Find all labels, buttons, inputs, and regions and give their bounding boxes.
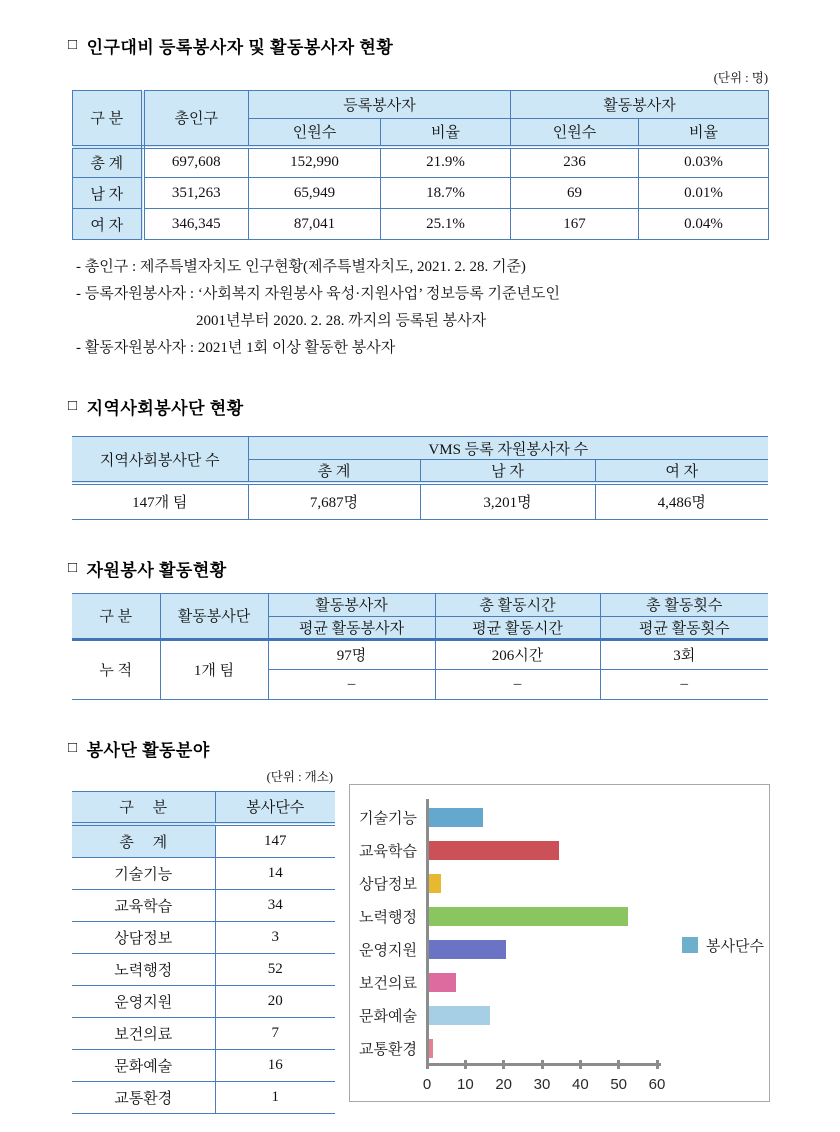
axis-tick [464,1060,467,1069]
cell-category: 보건의료 [72,1017,215,1049]
cell-reg-ratio: 21.9% [381,147,511,178]
activity-field-section [68,767,770,1114]
cell-team-count: 147개 팀 [72,483,248,519]
chart-bar [429,841,559,860]
cell-count: 3 [215,921,335,953]
cell-count: 52 [215,953,335,985]
axis-tick [426,1060,429,1069]
cell-act-ratio: 0.01% [639,178,769,209]
section4-title [68,736,770,761]
cell-category: 운영지원 [72,985,215,1017]
cell-category: 상담정보 [72,921,215,953]
axis-tick-label: 20 [495,1075,512,1093]
table-row [73,147,769,178]
cell-category: 교통환경 [72,1081,215,1113]
chart-bar [429,874,441,893]
cell-act-count: 236 [511,147,639,178]
chart-bar [429,940,506,959]
cell-count: 147 [215,824,335,858]
col-group-vms: VMS 등록 자원봉사자 수 [248,437,768,460]
axis-tick-label: 60 [648,1075,666,1093]
legend-swatch [682,937,698,953]
col-header-population: 총인구 [143,91,249,147]
cell-reg-count: 87,041 [249,209,381,240]
cell-reg-ratio: 18.7% [381,178,511,209]
cell-reg-count: 65,949 [249,178,381,209]
table-row [72,1049,335,1081]
table-row [72,639,768,669]
section4-title-text: 봉사단 활동분야 [86,740,210,760]
cell-row-label: 총 계 [73,147,143,178]
cell-row-label: 남 자 [73,178,143,209]
col-header-avg-hours: 평균 활동시간 [435,616,600,639]
cell-category: 교육학습 [72,889,215,921]
axis-tick [502,1060,505,1069]
cell-reg-ratio: 25.1% [381,209,511,240]
volunteer-activity-table [72,593,768,700]
section2-title [68,394,770,419]
col-header-total: 총 계 [248,460,420,484]
section3-title-text: 자원봉사 활동현황 [86,560,227,580]
chart-category-label: 상담정보 [359,875,417,893]
axis-tick-label: 50 [610,1075,627,1093]
square-bullet-icon: □ [68,739,78,756]
col-header-female: 여 자 [595,460,768,484]
chart-row [350,966,767,999]
table-row [72,824,335,858]
cell-population: 346,345 [143,209,249,240]
activity-field-left [68,767,335,1114]
chart-category-label: 노력행정 [359,908,417,926]
col-group-registered: 등록봉사자 [249,91,511,119]
axis-tick-label: 30 [533,1075,551,1093]
col-group-times: 총 활동횟수 [600,593,768,616]
cell-category: 노력행정 [72,953,215,985]
cell-category: 누 적 [72,639,160,699]
chart-row [350,834,767,867]
chart-legend [682,935,764,956]
axis-tick-label: 40 [571,1075,589,1093]
section2-title-text: 지역사회봉사단 현황 [86,399,244,418]
square-bullet-icon: □ [68,559,78,576]
cell-count: 14 [215,857,335,889]
axis-tick-label: 10 [456,1075,474,1093]
col-header-act-ratio: 비율 [639,119,769,147]
legend-label: 봉사단수 [706,937,764,955]
cell-row-label: 여 자 [73,209,143,240]
footnote-line: - 등록자원봉사자 : ‘사회복지 자원봉사 육성·지원사업’ 정보등록 기준년도인 [76,286,560,302]
table-row [73,178,769,209]
cell-total: 7,687명 [248,483,420,519]
cell-act-count: 167 [511,209,639,240]
table-row [72,1017,335,1049]
unit-note-persons: (단위 : 명) [713,71,768,85]
chart-row [350,801,767,834]
cell-category: 문화예술 [72,1049,215,1081]
cell-count: 7 [215,1017,335,1049]
chart-bar [429,1039,433,1058]
square-bullet-icon: □ [68,37,78,53]
table-row [72,483,768,519]
cell-count: 16 [215,1049,335,1081]
bar-chart [349,784,770,1102]
chart-category-label: 보건의료 [359,974,417,992]
cell-act-ratio: 0.04% [639,209,769,240]
axis-tick [656,1060,659,1069]
chart-row [350,867,767,900]
table-row [72,889,335,921]
activity-field-table [72,791,335,1114]
footnote-line: 2001년부터 2020. 2. 28. 까지의 등록된 봉사자 [196,313,487,329]
footnote-line: - 총인구 : 제주특별자치도 인구현황(제주특별자치도, 2021. 2. 28. 기준) [76,259,526,275]
cell-total-hours: 206시간 [435,639,600,669]
square-bullet-icon: □ [68,398,78,414]
chart-row [350,900,767,933]
chart-row [350,999,767,1032]
cell-count: 34 [215,889,335,921]
chart-row [350,1032,767,1065]
cell-total-times: 3회 [600,639,768,669]
table-row [72,857,335,889]
cell-team: 1개 팀 [160,639,268,699]
cell-reg-count: 152,990 [249,147,381,178]
cell-population: 351,263 [143,178,249,209]
chart-bar [429,1006,490,1025]
col-header-category: 구 분 [72,593,160,639]
cell-count: 1 [215,1081,335,1113]
col-group-volunteers: 활동봉사자 [268,593,435,616]
table-row [72,953,335,985]
cell-act-count: 69 [511,178,639,209]
cell-act-ratio: 0.03% [639,147,769,178]
community-team-table [72,436,768,520]
cell-category: 총 계 [72,824,215,858]
col-header-category: 구 분 [73,91,143,147]
cell-avg-hours: – [435,669,600,699]
axis-tick-label: 0 [422,1075,432,1093]
col-group-hours: 총 활동시간 [435,593,600,616]
population-volunteer-table [72,90,769,240]
chart-category-label: 운영지원 [359,941,417,959]
axis-tick [541,1060,544,1069]
col-header-category: 구 분 [72,791,215,824]
col-header-team-count: 지역사회봉사단 수 [72,437,248,484]
table-row [72,985,335,1017]
footnote-line: - 활동자원봉사자 : 2021년 1회 이상 활동한 봉사자 [76,340,396,356]
cell-population: 697,608 [143,147,249,178]
chart-bar [429,973,456,992]
activity-field-table-body [72,824,335,1114]
section3-title [68,556,770,581]
col-group-active: 활동봉사자 [511,91,769,119]
col-header-count: 봉사단수 [215,791,335,824]
col-header-team: 활동봉사단 [160,593,268,639]
axis-tick [579,1060,582,1069]
cell-male: 3,201명 [420,483,595,519]
chart-category-label: 기술기능 [359,809,417,827]
col-header-reg-count: 인원수 [249,119,381,147]
col-header-reg-ratio: 비율 [381,119,511,147]
cell-category: 기술기능 [72,857,215,889]
section1-title-text: 인구대비 등록봉사자 및 활동봉사자 현황 [86,38,394,57]
col-header-male: 남 자 [420,460,595,484]
chart-plot-rows [350,801,767,1065]
chart-category-label: 교육학습 [359,842,417,860]
chart-x-axis [426,1063,661,1066]
cell-avg-volunteers: – [268,669,435,699]
col-header-act-count: 인원수 [511,119,639,147]
cell-count: 20 [215,985,335,1017]
chart-bar [429,808,483,827]
chart-bar [429,907,628,926]
col-header-avg-volunteers: 평균 활동봉사자 [268,616,435,639]
table-row [73,209,769,240]
footnotes [76,254,770,362]
unit-note-places: (단위 : 개소) [266,769,333,784]
table-row [72,921,335,953]
col-header-avg-times: 평균 활동횟수 [600,616,768,639]
cell-total-volunteers: 97명 [268,639,435,669]
section1-title [68,33,770,58]
chart-category-label: 교통환경 [359,1040,417,1058]
chart-category-label: 문화예술 [359,1007,417,1025]
cell-female: 4,486명 [595,483,768,519]
cell-avg-times: – [600,669,768,699]
table-row [72,1081,335,1113]
axis-tick [617,1060,620,1069]
